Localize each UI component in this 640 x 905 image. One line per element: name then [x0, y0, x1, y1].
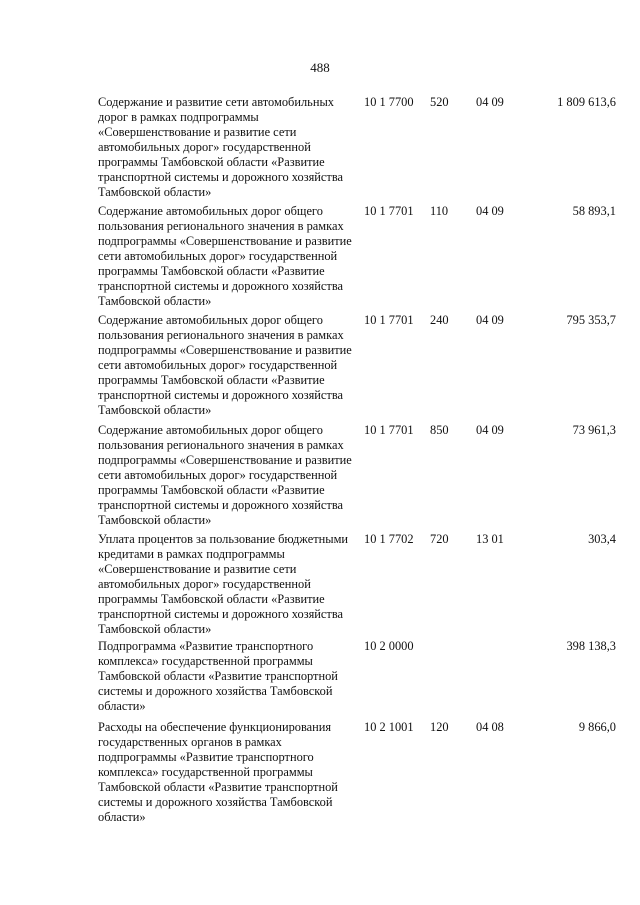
row-expense-type: 240	[430, 313, 449, 327]
row-target-code: 10 2 1001	[364, 720, 414, 734]
row-amount: 303,4	[588, 532, 616, 546]
row-target-code: 10 1 7701	[364, 204, 414, 218]
row-amount: 73 961,3	[572, 423, 616, 437]
row-expense-type: 850	[430, 423, 449, 437]
table-row	[98, 204, 618, 313]
row-description: Подпрограмма «Развитие транспортного комплекса» государственной программы Тамбовской области «Развитие транспортной системы и дорожного хозяйства Тамбовской области»	[98, 639, 338, 713]
row-description: Уплата процентов за пользование бюджетными кредитами в рамках подпрограммы «Совершенствование и развитие сети автомобильных дорог» государственной программы Тамбовской области «Развитие транспортной системы и дорожного хозяйства Тамбовской области»	[98, 532, 349, 636]
row-section-code: 13 01	[476, 532, 504, 546]
budget-table	[98, 95, 618, 830]
table-row	[98, 532, 618, 639]
row-section-code: 04 09	[476, 423, 504, 437]
row-description: Содержание автомобильных дорог общего пользования регионального значения в рамках подпрограммы «Совершенствование и развитие сети автомобильных дорог» государственной программы Тамбовской области «Развитие транспортной системы и дорожного хозяйства Тамбовской области»	[98, 313, 352, 417]
row-target-code: 10 1 7700	[364, 95, 414, 109]
table-row	[98, 720, 618, 830]
table-row	[98, 639, 618, 720]
row-description: Расходы на обеспечение функционирования государственных органов в рамках подпрограммы «Развитие транспортного комплекса» государственной программы Тамбовской области «Развитие транспортной системы и дорожного хозяйства Тамбовской области»	[98, 720, 338, 824]
row-section-code: 04 09	[476, 313, 504, 327]
row-target-code: 10 1 7701	[364, 423, 414, 437]
row-description: Содержание и развитие сети автомобильных дорог в рамках подпрограммы «Совершенствование и развитие сети автомобильных дорог» государственной программы Тамбовской области «Развитие транспортной системы и дорожного хозяйства Тамбовской области»	[98, 95, 344, 199]
row-section-code: 04 09	[476, 204, 504, 218]
row-amount: 398 138,3	[566, 639, 616, 653]
row-target-code: 10 1 7702	[364, 532, 414, 546]
row-expense-type: 520	[430, 95, 449, 109]
row-target-code: 10 2 0000	[364, 639, 414, 653]
row-section-code: 04 08	[476, 720, 504, 734]
table-row	[98, 95, 618, 204]
row-section-code: 04 09	[476, 95, 504, 109]
table-row	[98, 313, 618, 423]
page-number: 488	[310, 60, 330, 75]
row-expense-type: 110	[430, 204, 449, 218]
row-description: Содержание автомобильных дорог общего пользования регионального значения в рамках подпрограммы «Совершенствование и развитие сети автомобильных дорог» государственной программы Тамбовской области «Развитие транспортной системы и дорожного хозяйства Тамбовской области»	[98, 423, 352, 527]
row-expense-type: 720	[430, 532, 449, 546]
table-row	[98, 423, 618, 532]
row-description: Содержание автомобильных дорог общего пользования регионального значения в рамках подпрограммы «Совершенствование и развитие сети автомобильных дорог» государственной программы Тамбовской области «Развитие транспортной системы и дорожного хозяйства Тамбовской области»	[98, 204, 352, 308]
row-amount: 9 866,0	[578, 720, 616, 734]
row-target-code: 10 1 7701	[364, 313, 414, 327]
row-expense-type: 120	[430, 720, 449, 734]
row-amount: 795 353,7	[566, 313, 616, 327]
row-amount: 1 809 613,6	[557, 95, 616, 109]
row-amount: 58 893,1	[572, 204, 616, 218]
